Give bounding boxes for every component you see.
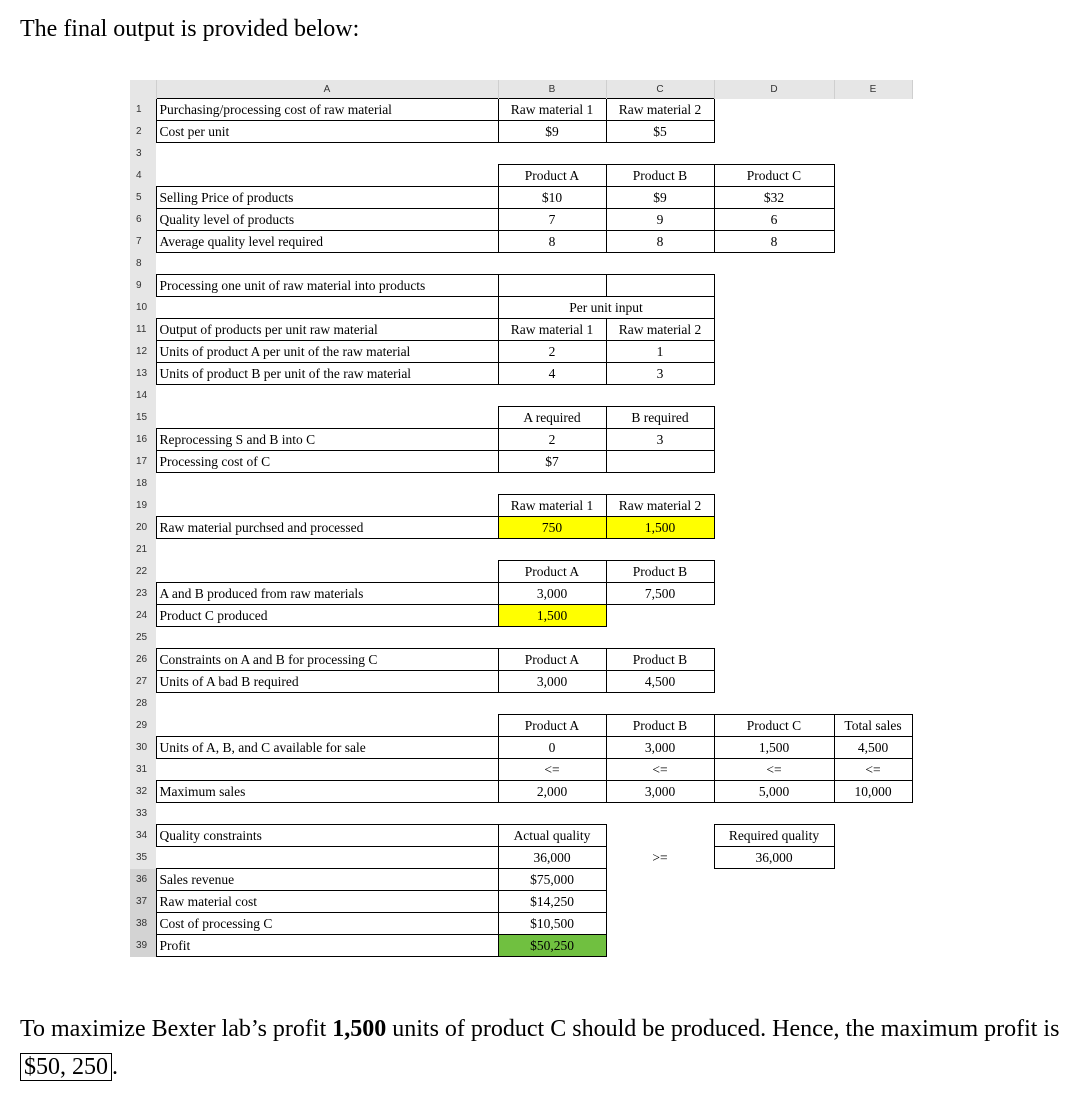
sheet-row bbox=[130, 407, 912, 429]
cell-c[interactable]: 3,000 bbox=[606, 737, 714, 759]
units-value: 1,500 bbox=[332, 1016, 387, 1042]
cell-e[interactable] bbox=[834, 143, 912, 165]
cell-c[interactable]: B required bbox=[606, 407, 714, 429]
cell-e[interactable] bbox=[834, 121, 912, 143]
cell-c[interactable]: 7,500 bbox=[606, 583, 714, 605]
cell-d[interactable]: 8 bbox=[714, 231, 834, 253]
cell-c[interactable]: 3 bbox=[606, 429, 714, 451]
cell-c[interactable]: <= bbox=[606, 759, 714, 781]
cell-d[interactable] bbox=[714, 253, 834, 275]
sheet-row bbox=[130, 737, 912, 759]
row-number[interactable]: 35 bbox=[130, 847, 156, 869]
row-number[interactable]: 39 bbox=[130, 935, 156, 957]
cell-d[interactable]: $32 bbox=[714, 187, 834, 209]
cell-d[interactable] bbox=[714, 693, 834, 715]
cell-c[interactable] bbox=[606, 473, 714, 495]
cell-c[interactable]: >= bbox=[652, 849, 668, 865]
row-number[interactable]: 30 bbox=[130, 737, 156, 759]
cell-a[interactable] bbox=[156, 627, 498, 649]
cell-b[interactable]: 8 bbox=[498, 231, 606, 253]
cell-d[interactable] bbox=[714, 429, 834, 451]
cell-e[interactable] bbox=[834, 649, 912, 671]
sheet-row bbox=[130, 341, 912, 363]
cell-b[interactable]: $9 bbox=[498, 121, 606, 143]
cell-e[interactable] bbox=[834, 539, 912, 561]
cell-e[interactable] bbox=[834, 605, 912, 627]
cell-c[interactable] bbox=[606, 605, 714, 627]
cell-c[interactable]: 3 bbox=[606, 363, 714, 385]
cell-d[interactable] bbox=[714, 363, 834, 385]
cell-b[interactable]: Product A bbox=[498, 649, 606, 671]
cell-d[interactable] bbox=[714, 671, 834, 693]
cell-e[interactable] bbox=[834, 671, 912, 693]
cell-a[interactable] bbox=[156, 847, 498, 869]
cell-a[interactable] bbox=[156, 407, 498, 429]
row-number[interactable]: 22 bbox=[130, 561, 156, 583]
cell-d[interactable] bbox=[714, 121, 834, 143]
sheet-row bbox=[130, 99, 912, 121]
sheet-row bbox=[130, 913, 912, 935]
cell-a[interactable]: Cost per unit bbox=[156, 121, 498, 143]
cell-c[interactable] bbox=[606, 385, 714, 407]
cell-a[interactable] bbox=[156, 165, 498, 187]
cell-e[interactable]: <= bbox=[834, 759, 912, 781]
cell-a[interactable]: Processing one unit of raw material into products bbox=[156, 275, 498, 297]
cell-b[interactable] bbox=[498, 473, 606, 495]
cell-a[interactable] bbox=[156, 143, 498, 165]
cell-b[interactable]: $75,000 bbox=[498, 869, 606, 891]
spreadsheet bbox=[130, 80, 913, 957]
cell-c[interactable]: 8 bbox=[606, 231, 714, 253]
cell-b[interactable]: Raw material 1 bbox=[498, 319, 606, 341]
cell-a[interactable] bbox=[156, 297, 498, 319]
cell-e[interactable] bbox=[834, 517, 912, 539]
cell-a[interactable]: Quality level of products bbox=[156, 209, 498, 231]
row-number[interactable]: 38 bbox=[130, 913, 156, 935]
sheet-row bbox=[130, 209, 912, 231]
cell-e[interactable] bbox=[834, 803, 912, 825]
row-number[interactable]: 29 bbox=[130, 715, 156, 737]
row-number[interactable]: 31 bbox=[130, 759, 156, 781]
cell-a[interactable] bbox=[156, 561, 498, 583]
cell-d[interactable]: Required quality bbox=[714, 825, 834, 847]
sheet-body bbox=[130, 99, 912, 957]
row-number[interactable]: 37 bbox=[130, 891, 156, 913]
cell-b[interactable]: Per unit input bbox=[498, 297, 714, 319]
cell-e[interactable] bbox=[834, 407, 912, 429]
cell-c[interactable]: Product B bbox=[606, 715, 714, 737]
cell-d[interactable] bbox=[714, 341, 834, 363]
column-header[interactable]: D bbox=[714, 80, 834, 99]
cell-e[interactable] bbox=[834, 869, 912, 891]
cell-c[interactable] bbox=[606, 539, 714, 561]
cell-d[interactable] bbox=[714, 561, 834, 583]
cell-e[interactable] bbox=[834, 935, 912, 957]
cell-d[interactable] bbox=[714, 803, 834, 825]
cell-d[interactable] bbox=[714, 627, 834, 649]
cell-b[interactable]: 3,000 bbox=[498, 583, 606, 605]
row-number[interactable]: 34 bbox=[130, 825, 156, 847]
sheet-row bbox=[130, 869, 912, 891]
column-header[interactable]: E bbox=[834, 80, 912, 99]
cell-a[interactable] bbox=[156, 759, 498, 781]
sheet-row bbox=[130, 253, 912, 275]
cell-c[interactable] bbox=[606, 825, 714, 847]
cell-d[interactable] bbox=[714, 869, 834, 891]
row-number[interactable]: 28 bbox=[130, 693, 156, 715]
row-number[interactable]: 1 bbox=[130, 99, 156, 121]
row-number[interactable]: 20 bbox=[130, 517, 156, 539]
cell-e[interactable]: 4,500 bbox=[834, 737, 912, 759]
cell-c[interactable] bbox=[606, 253, 714, 275]
cell-c[interactable]: $5 bbox=[606, 121, 714, 143]
cell-e[interactable] bbox=[834, 693, 912, 715]
sheet-row bbox=[130, 561, 912, 583]
conclusion-part: units of product C should be produced. Hence, the maximum profit is bbox=[386, 1016, 1060, 1042]
cell-b[interactable]: 4 bbox=[498, 363, 606, 385]
cell-d[interactable] bbox=[714, 649, 834, 671]
cell-e[interactable] bbox=[834, 429, 912, 451]
sheet-row bbox=[130, 297, 912, 319]
cell-c[interactable]: Product B bbox=[606, 561, 714, 583]
cell-b[interactable]: Product A bbox=[498, 715, 606, 737]
cell-d[interactable]: 6 bbox=[714, 209, 834, 231]
cell-b[interactable]: Raw material 1 bbox=[498, 495, 606, 517]
row-number[interactable]: 16 bbox=[130, 429, 156, 451]
sheet-row bbox=[130, 539, 912, 561]
cell-c[interactable]: Raw material 2 bbox=[606, 495, 714, 517]
cell-b[interactable]: <= bbox=[498, 759, 606, 781]
cell-b[interactable]: 750 bbox=[498, 517, 606, 539]
row-number[interactable]: 15 bbox=[130, 407, 156, 429]
cell-e[interactable] bbox=[834, 561, 912, 583]
sheet-row bbox=[130, 143, 912, 165]
cell-e[interactable] bbox=[834, 319, 912, 341]
cell-e[interactable] bbox=[834, 165, 912, 187]
sheet-row bbox=[130, 781, 912, 803]
conclusion-part: To maximize Bexter lab’s profit bbox=[20, 1016, 333, 1042]
row-number[interactable]: 4 bbox=[130, 165, 156, 187]
cell-e[interactable] bbox=[834, 99, 912, 121]
cell-a[interactable]: Units of product B per unit of the raw material bbox=[156, 363, 498, 385]
cell-c[interactable] bbox=[606, 913, 714, 935]
row-number[interactable]: 11 bbox=[130, 319, 156, 341]
row-number[interactable]: 3 bbox=[130, 143, 156, 165]
cell-b[interactable]: 2,000 bbox=[498, 781, 606, 803]
cell-d[interactable]: 36,000 bbox=[714, 847, 834, 869]
sheet-row bbox=[130, 847, 912, 869]
column-header[interactable]: A bbox=[156, 80, 498, 99]
row-number[interactable]: 13 bbox=[130, 363, 156, 385]
cell-a[interactable]: Cost of processing C bbox=[156, 913, 498, 935]
cell-d[interactable] bbox=[714, 583, 834, 605]
cell-c[interactable] bbox=[606, 803, 714, 825]
row-number[interactable]: 36 bbox=[130, 869, 156, 891]
cell-c[interactable] bbox=[606, 891, 714, 913]
cell-d[interactable] bbox=[714, 539, 834, 561]
cell-c[interactable]: $9 bbox=[606, 187, 714, 209]
cell-b[interactable] bbox=[498, 627, 606, 649]
cell-c[interactable]: Product B bbox=[606, 649, 714, 671]
cell-a[interactable]: Average quality level required bbox=[156, 231, 498, 253]
cell-d[interactable] bbox=[714, 275, 834, 297]
cell-d[interactable] bbox=[714, 891, 834, 913]
cell-e[interactable] bbox=[834, 363, 912, 385]
cell-b[interactable]: $50,250 bbox=[498, 935, 606, 957]
cell-b[interactable]: 2 bbox=[498, 341, 606, 363]
cell-d[interactable] bbox=[714, 451, 834, 473]
sheet-row bbox=[130, 649, 912, 671]
sheet-row bbox=[130, 935, 912, 957]
row-number[interactable]: 6 bbox=[130, 209, 156, 231]
row-number[interactable]: 10 bbox=[130, 297, 156, 319]
intro-text: The final output is provided below: bbox=[20, 16, 360, 42]
cell-d[interactable]: Product C bbox=[714, 715, 834, 737]
cell-d[interactable] bbox=[714, 407, 834, 429]
cell-e[interactable] bbox=[834, 627, 912, 649]
sheet-row bbox=[130, 693, 912, 715]
cell-c[interactable] bbox=[606, 935, 714, 957]
sheet-row bbox=[130, 363, 912, 385]
cell-e[interactable] bbox=[834, 891, 912, 913]
cell-e[interactable] bbox=[834, 583, 912, 605]
sheet-row bbox=[130, 187, 912, 209]
cell-a[interactable] bbox=[156, 803, 498, 825]
sheet-row bbox=[130, 165, 912, 187]
sheet-row bbox=[130, 319, 912, 341]
cell-d[interactable]: 5,000 bbox=[714, 781, 834, 803]
cell-e[interactable] bbox=[834, 231, 912, 253]
cell-b[interactable]: 7 bbox=[498, 209, 606, 231]
cell-c[interactable] bbox=[606, 451, 714, 473]
cell-a[interactable]: Units of product A per unit of the raw material bbox=[156, 341, 498, 363]
cell-d[interactable] bbox=[714, 385, 834, 407]
sheet-row bbox=[130, 891, 912, 913]
row-number[interactable]: 26 bbox=[130, 649, 156, 671]
cell-a[interactable]: Maximum sales bbox=[156, 781, 498, 803]
cell-a[interactable]: Profit bbox=[156, 935, 498, 957]
cell-d[interactable]: 1,500 bbox=[714, 737, 834, 759]
row-number[interactable]: 12 bbox=[130, 341, 156, 363]
row-number[interactable]: 33 bbox=[130, 803, 156, 825]
sheet-row bbox=[130, 385, 912, 407]
sheet-row bbox=[130, 825, 912, 847]
row-number[interactable]: 23 bbox=[130, 583, 156, 605]
cell-a[interactable]: Quality constraints bbox=[156, 825, 498, 847]
cell-b[interactable]: $10,500 bbox=[498, 913, 606, 935]
cell-d[interactable] bbox=[714, 517, 834, 539]
cell-b[interactable] bbox=[498, 803, 606, 825]
sheet-row bbox=[130, 517, 912, 539]
cell-a[interactable]: Selling Price of products bbox=[156, 187, 498, 209]
cell-a[interactable] bbox=[156, 385, 498, 407]
row-number[interactable]: 25 bbox=[130, 627, 156, 649]
cell-b[interactable]: 3,000 bbox=[498, 671, 606, 693]
cell-d[interactable] bbox=[714, 913, 834, 935]
cell-b[interactable] bbox=[498, 143, 606, 165]
cell-b[interactable] bbox=[498, 275, 606, 297]
cell-e[interactable] bbox=[834, 847, 912, 869]
cell-d[interactable] bbox=[714, 495, 834, 517]
cell-b[interactable]: Product A bbox=[498, 165, 606, 187]
cell-a[interactable] bbox=[156, 715, 498, 737]
cell-e[interactable]: Total sales bbox=[834, 715, 912, 737]
row-number[interactable]: 21 bbox=[130, 539, 156, 561]
sheet-row bbox=[130, 495, 912, 517]
cell-e[interactable] bbox=[834, 341, 912, 363]
sheet-row bbox=[130, 451, 912, 473]
cell-b[interactable]: 1,500 bbox=[498, 605, 606, 627]
cell-d[interactable] bbox=[714, 99, 834, 121]
cell-d[interactable] bbox=[714, 605, 834, 627]
sheet-row bbox=[130, 605, 912, 627]
cell-b[interactable]: Product A bbox=[498, 561, 606, 583]
cell-d[interactable] bbox=[714, 935, 834, 957]
cell-e[interactable] bbox=[834, 209, 912, 231]
row-number[interactable]: 14 bbox=[130, 385, 156, 407]
row-number[interactable]: 19 bbox=[130, 495, 156, 517]
cell-b[interactable] bbox=[498, 539, 606, 561]
cell-b[interactable]: Raw material 1 bbox=[498, 99, 606, 121]
cell-e[interactable] bbox=[834, 275, 912, 297]
cell-c[interactable]: 1,500 bbox=[606, 517, 714, 539]
sheet-row bbox=[130, 583, 912, 605]
cell-b[interactable]: $14,250 bbox=[498, 891, 606, 913]
cell-d[interactable] bbox=[714, 473, 834, 495]
cell-d[interactable] bbox=[714, 297, 834, 319]
cell-a[interactable] bbox=[156, 539, 498, 561]
cell-b[interactable]: 2 bbox=[498, 429, 606, 451]
sheet-row bbox=[130, 275, 912, 297]
cell-c[interactable] bbox=[606, 627, 714, 649]
cell-c[interactable]: 4,500 bbox=[606, 671, 714, 693]
cell-b[interactable]: 36,000 bbox=[498, 847, 606, 869]
sheet-row bbox=[130, 627, 912, 649]
cell-b[interactable]: Actual quality bbox=[498, 825, 606, 847]
row-number[interactable]: 8 bbox=[130, 253, 156, 275]
cell-e[interactable] bbox=[834, 451, 912, 473]
row-number[interactable]: 18 bbox=[130, 473, 156, 495]
cell-d[interactable] bbox=[714, 319, 834, 341]
cell-a[interactable]: Raw material purchsed and processed bbox=[156, 517, 498, 539]
sheet-row bbox=[130, 231, 912, 253]
cell-e[interactable]: 10,000 bbox=[834, 781, 912, 803]
cell-e[interactable] bbox=[834, 495, 912, 517]
cell-a[interactable] bbox=[156, 253, 498, 275]
cell-b[interactable]: $7 bbox=[498, 451, 606, 473]
row-number[interactable]: 7 bbox=[130, 231, 156, 253]
cell-d[interactable] bbox=[714, 143, 834, 165]
sheet-row bbox=[130, 759, 912, 781]
cell-b[interactable] bbox=[498, 253, 606, 275]
cell-c[interactable]: Product B bbox=[606, 165, 714, 187]
cell-e[interactable] bbox=[834, 253, 912, 275]
cell-c[interactable]: Raw material 2 bbox=[606, 319, 714, 341]
cell-e[interactable] bbox=[834, 297, 912, 319]
cell-c[interactable]: 9 bbox=[606, 209, 714, 231]
cell-e[interactable] bbox=[834, 913, 912, 935]
cell-d[interactable]: <= bbox=[714, 759, 834, 781]
cell-a[interactable]: Constraints on A and B for processing C bbox=[156, 649, 498, 671]
column-header[interactable]: B bbox=[498, 80, 606, 99]
cell-a[interactable]: Raw material cost bbox=[156, 891, 498, 913]
cell-a[interactable]: Processing cost of C bbox=[156, 451, 498, 473]
cell-a[interactable]: Purchasing/processing cost of raw material bbox=[156, 99, 498, 121]
cell-d[interactable]: Product C bbox=[714, 165, 834, 187]
conclusion-end: . bbox=[112, 1054, 118, 1080]
cell-c[interactable] bbox=[606, 275, 714, 297]
sheet-row bbox=[130, 803, 912, 825]
row-number[interactable]: 17 bbox=[130, 451, 156, 473]
cell-e[interactable] bbox=[834, 825, 912, 847]
cell-b[interactable] bbox=[498, 385, 606, 407]
cell-c[interactable] bbox=[606, 869, 714, 891]
cell-a[interactable]: Product C produced bbox=[156, 605, 498, 627]
cell-b[interactable]: $10 bbox=[498, 187, 606, 209]
row-number[interactable]: 27 bbox=[130, 671, 156, 693]
cell-a[interactable]: Units of A, B, and C available for sale bbox=[156, 737, 498, 759]
row-number[interactable]: 32 bbox=[130, 781, 156, 803]
cell-a[interactable] bbox=[156, 693, 498, 715]
cell-c[interactable]: 3,000 bbox=[606, 781, 714, 803]
sheet-row bbox=[130, 121, 912, 143]
cell-c[interactable]: Raw material 2 bbox=[606, 99, 714, 121]
column-header[interactable]: C bbox=[606, 80, 714, 99]
cell-e[interactable] bbox=[834, 385, 912, 407]
sheet-row bbox=[130, 473, 912, 495]
conclusion-text bbox=[20, 1010, 1060, 1086]
row-number[interactable]: 2 bbox=[130, 121, 156, 143]
row-number[interactable]: 24 bbox=[130, 605, 156, 627]
cell-c[interactable]: 1 bbox=[606, 341, 714, 363]
sheet-row bbox=[130, 715, 912, 737]
cell-b[interactable] bbox=[498, 693, 606, 715]
cell-a[interactable]: Sales revenue bbox=[156, 869, 498, 891]
profit-answer-box: $50, 250 bbox=[20, 1053, 112, 1081]
sheet-row bbox=[130, 671, 912, 693]
cell-e[interactable] bbox=[834, 187, 912, 209]
cell-e[interactable] bbox=[834, 473, 912, 495]
row-number[interactable]: 9 bbox=[130, 275, 156, 297]
cell-a[interactable]: Reprocessing S and B into C bbox=[156, 429, 498, 451]
cell-a[interactable] bbox=[156, 495, 498, 517]
corner-cell[interactable] bbox=[130, 80, 156, 99]
sheet-row bbox=[130, 429, 912, 451]
cell-c[interactable] bbox=[606, 693, 714, 715]
cell-a[interactable]: Output of products per unit raw material bbox=[156, 319, 498, 341]
row-number[interactable]: 5 bbox=[130, 187, 156, 209]
cell-a[interactable]: A and B produced from raw materials bbox=[156, 583, 498, 605]
cell-a[interactable] bbox=[156, 473, 498, 495]
cell-b[interactable]: A required bbox=[498, 407, 606, 429]
cell-c[interactable] bbox=[606, 143, 714, 165]
cell-b[interactable]: 0 bbox=[498, 737, 606, 759]
cell-a[interactable]: Units of A bad B required bbox=[156, 671, 498, 693]
column-header-row bbox=[130, 80, 912, 99]
